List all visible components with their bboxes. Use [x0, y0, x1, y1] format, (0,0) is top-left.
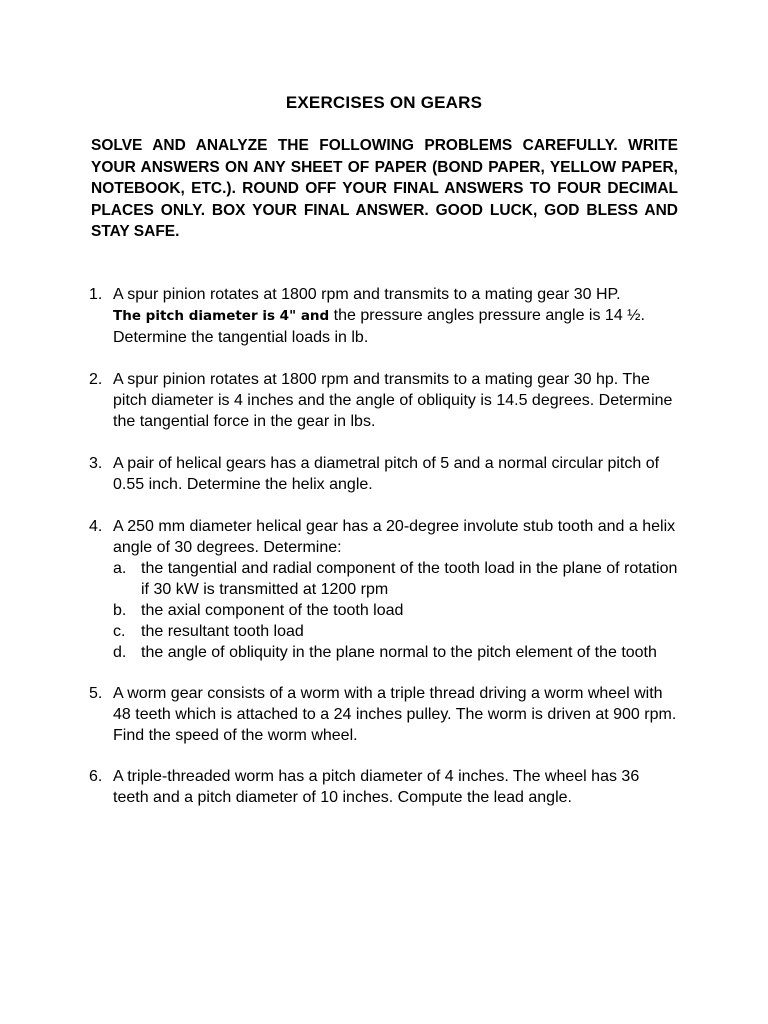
question-number: 6.	[89, 768, 103, 785]
instructions-paragraph: SOLVE AND ANALYZE THE FOLLOWING PROBLEMS CAREFULLY. WRITE YOUR ANSWERS ON ANY SHEET OF PAPER (BOND PAPER, YELLOW PAPER, NOTEBOOK, ETC.). ROUND OFF YOUR FINAL ANSWERS TO FOUR DECIMAL PLACES ONLY. BOX YOUR FINAL ANSWER. GOOD LUCK, GOD BLESS AND STAY SAFE.	[91, 137, 678, 240]
question-3	[89, 453, 679, 495]
subitem-text: the resultant tooth load	[141, 623, 304, 640]
question-1	[89, 284, 679, 348]
question-text: A worm gear consists of a worm with a triple thread driving a worm wheel with 48 teeth which is attached to a 24 inches pulley. The worm is driven at 900 rpm. Find the speed of the worm wheel.	[113, 685, 677, 744]
subitem-d	[113, 642, 679, 663]
question-text: A pair of helical gears has a diametral pitch of 5 and a normal circular pitch of 0.55 inch. Determine the helix angle.	[113, 455, 660, 493]
question-6	[89, 766, 679, 808]
subitem-text: the axial component of the tooth load	[141, 602, 404, 619]
subitem-text: the tangential and radial component of the tooth load in the plane of rotation if 30 kW is transmitted at 1200 rpm	[141, 560, 678, 598]
subitem-letter: c.	[113, 623, 126, 640]
question-text: A triple-threaded worm has a pitch diameter of 4 inches. The wheel has 36 teeth and a pitch diameter of 10 inches. Compute the lead angle.	[113, 768, 640, 806]
question-text-rest: the pressure angles pressure angle is 14 ½. Determine the tangential loads in lb.	[113, 307, 645, 346]
question-5	[89, 683, 679, 746]
subitem-c	[113, 621, 679, 642]
subitem-letter: a.	[113, 560, 127, 577]
question-number: 1.	[89, 286, 103, 303]
question-text: A 250 mm diameter helical gear has a 20-degree involute stub tooth and a helix angle of 30 degrees. Determine:	[113, 518, 676, 556]
subitem-b	[113, 600, 679, 621]
question-number: 2.	[89, 371, 103, 388]
subitem-letter: d.	[113, 644, 127, 661]
question-text-bold: The pitch diameter is 4" and	[113, 308, 330, 324]
question-4	[89, 516, 679, 663]
question-number: 3.	[89, 455, 103, 472]
question-text: A spur pinion rotates at 1800 rpm and transmits to a mating gear 30 hp. The pitch diameter is 4 inches and the angle of obliquity is 14.5 degrees. Determine the tangential force in the gear in lbs.	[113, 371, 673, 430]
document-title: EXERCISES ON GEARS	[285, 93, 483, 112]
question-number: 5.	[89, 685, 103, 702]
question-number: 4.	[89, 518, 103, 535]
subitem-letter: b.	[113, 602, 127, 619]
subitem-a	[113, 558, 679, 600]
question-list	[0, 284, 768, 808]
question-2	[89, 369, 679, 432]
subitem-text: the angle of obliquity in the plane normal to the pitch element of the tooth	[141, 644, 657, 661]
question-text-line1: A spur pinion rotates at 1800 rpm and transmits to a mating gear 30 HP.	[113, 286, 621, 303]
